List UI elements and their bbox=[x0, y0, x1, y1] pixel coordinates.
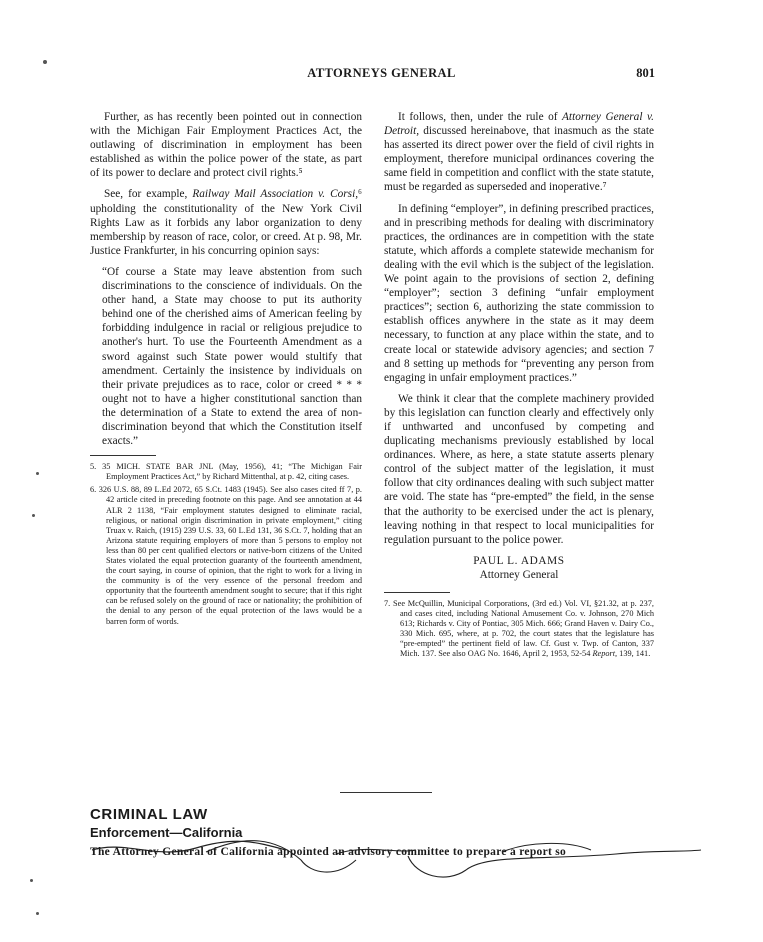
right-paragraph-1-rest: discussed hereinabove, that inasmuch as the state has asserted its direct power over the field of civil rights in employment, therefore municipal ordinances covering the same field in competition and conflict with the state statute, must be regarded as superseded and inoperative.⁷ bbox=[384, 125, 654, 194]
right-column bbox=[384, 110, 654, 662]
left-column bbox=[90, 110, 362, 630]
page-number: 801 bbox=[636, 66, 655, 80]
footnote-divider-left bbox=[90, 455, 156, 456]
signature-block bbox=[384, 554, 654, 582]
scan-speck bbox=[36, 912, 39, 915]
right-paragraph-1-lead: It follows, then, under the rule of bbox=[398, 111, 563, 123]
footnote-6: 6. 326 U.S. 88, 89 L.Ed 2072, 65 S.Ct. 1483 (1945). See also cases cited ff 7, p. 42 article cited in preceding footnote on this page. And see annotation at 44 ALR 2 1138, “Fair employment statutes designed to eliminate racial, religious, or national origin discrimination in private employment,” citing Truax v. Raich, (1915) 239 U.S. 33, 60 L.Ed 131, 36 S.Ct. 7, holding that an Arizona statute requiring employers of more than 5 persons to employ not less than 80 per cent qualified electors or native-born citizens of the United States violated the equal protection guaranty of the fourteenth amendment, the court saying, in course of opinion, that the right to work for a living in the community is of the very essence of the personal freedom and opportunity that the fourteenth amendment sought to secure; that if this right can be refused solely on the ground of race or nationality; the prohibition of the denial to any person of the equal protection of the laws would be a barren form of words. bbox=[90, 485, 362, 626]
frankfurter-quote: “Of course a State may leave abstention from such discriminations to the conscience of individuals. On the other hand, a State may choose to put its authority behind one of the cherished aims of American feeling by forbidding indulgence in racial or religious prejudice to another's hurt. To use the Fourteenth Amendment as a sword against such State power would stultify that amendment. Certainly the insistence by individuals on their private prejudices as to race, color or creed * * * ought not to have a higher constitutional sanction than the determination of a State to extend the area of non-discrimination beyond that which the Constitution itself exacts.” bbox=[102, 265, 362, 448]
left-paragraph-2 bbox=[90, 187, 362, 257]
footnote-divider-right bbox=[384, 592, 450, 593]
scan-speck bbox=[36, 472, 39, 475]
scan-speck bbox=[43, 60, 47, 64]
footnote-7 bbox=[384, 599, 654, 660]
footnote-7-report: Report, bbox=[592, 649, 618, 659]
running-header-title: ATTORNEYS GENERAL bbox=[307, 66, 456, 80]
scan-speck bbox=[30, 879, 33, 882]
case-citation-railway-mail: Railway Mail Association v. Corsi, bbox=[192, 188, 359, 201]
footnote-5: 5. 35 MICH. STATE BAR JNL (May, 1956), 41; “The Michigan Fair Employment Practices Act,” by Richard Mittenthal, at p. 42, citing cases. bbox=[90, 462, 362, 482]
right-paragraph-2: In defining “employer”, in defining prescribed practices, and in prescribing methods for dealing with discriminatory practices, the ordinances are in competition with the state statute, which affords a complete statewide mechanism for dealing with the evil which is the subject of the legislation. We point again to the provisions of section 2, defining “employer”; section 3 defining “unfair employment practices”; section 6, authorizing the state commission to establish offices anywhere in the state as it may deem necessary, to function at any place within the state, and to create local or statewide advisory agencies; and section 7 and 8 setting up methods for “preventing any person from engaging in unfair employment practices.” bbox=[384, 202, 654, 384]
scan-speck bbox=[32, 514, 35, 517]
left-paragraph-1: Further, as has recently been pointed out in connection with the Michigan Fair Employment Practices Act, the outlawing of discrimination in employment has been established as within the police power of the state, as part of its power to declare and protect civil rights.⁵ bbox=[90, 111, 362, 180]
signature-name: PAUL L. ADAMS bbox=[473, 554, 565, 567]
footnote-7-lead: 7. See McQuillin, Municipal Corporations, (3rd ed.) Vol. VI, §21.32, at p. 237, and cases cited, including National Amusement Co. v. Johnson, 270 Mich 613; Richards v. City of Pontiac, 305 Mich. 666; Grand Haven v. Dairy Co., 330 Mich. 695, where, at p. 702, the court states that the legislature has “pre-empted” the pertinent field of law. Cf. Gust v. Twp. of Canton, 337 Mich. 137. See also OAG No. 1646, April 2, 1953, 52-54 bbox=[384, 598, 654, 659]
section-heading: CRIMINAL LAW bbox=[90, 806, 208, 823]
section-first-line: The Attorney General of California appointed an advisory committee to prepare a report so bbox=[90, 846, 567, 858]
left-paragraph-2-lead: See, for example, bbox=[104, 188, 193, 201]
section-subheading: Enforcement—California bbox=[90, 825, 243, 840]
pen-strikethrough-marks bbox=[86, 830, 706, 890]
section-divider bbox=[340, 792, 432, 793]
case-citation-attorney-general-v-detroit: Attorney General v. Detroit, bbox=[384, 111, 654, 138]
left-paragraph-2-rest: ⁶ upholding the constitutionality of the New York Civil Rights Law as it forbids any labor organization to deny membership by reason of race, color, or creed. At p. 98, Mr. Justice Frankfurter, in his concurring opinion says: bbox=[90, 188, 362, 257]
right-paragraph-1 bbox=[384, 110, 654, 195]
footnote-7-tail: 139, 141. bbox=[617, 649, 651, 659]
right-paragraph-3: We think it clear that the complete machinery provided by this legislation can function clearly and effectively only if unthwarted and unconfused by competing and duplicating mechanisms previously established by local ordinances. Where, as here, a state statute asserts plenary control of the subject matter of the legislation, it must follow that city ordinances dealing with such subject matter are void. The state has “pre-empted” the field, in the sense that the authority to be exercised under the act is plenary, leaving nothing in that respect to local municipalities for regulation pursuant to the police power. bbox=[384, 392, 654, 546]
signature-title: Attorney General bbox=[479, 568, 559, 581]
